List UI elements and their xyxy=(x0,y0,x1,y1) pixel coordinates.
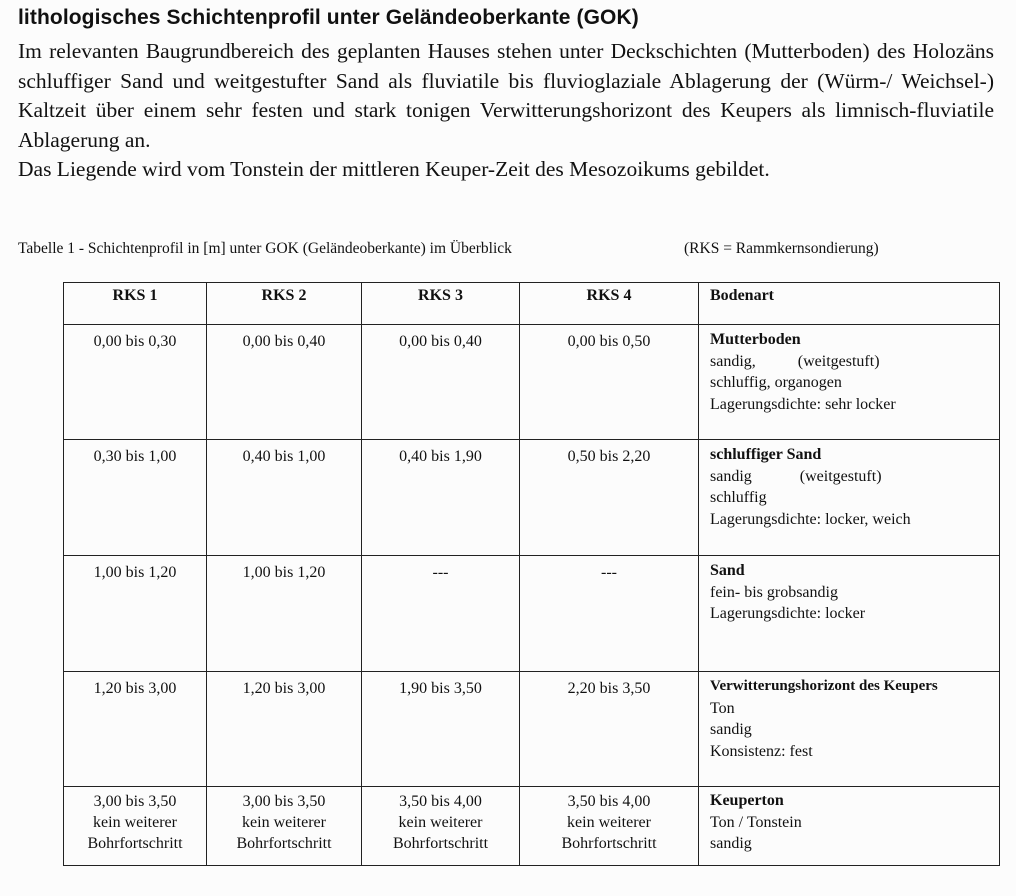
layer-profile-table xyxy=(63,282,1000,866)
depth-range: 3,00 bis 3,50 xyxy=(93,793,177,810)
depth-cell xyxy=(207,787,362,866)
depth-cell: 1,20 bis 3,00 xyxy=(207,672,362,787)
depth-cell: 0,30 bis 1,00 xyxy=(64,440,207,556)
table-header-row xyxy=(64,283,1000,325)
soil-property-part: (weitgestuft) xyxy=(797,352,880,370)
soil-property-part: sandig xyxy=(710,467,752,485)
header-rks-3: RKS 3 xyxy=(362,283,520,325)
depth-cell: 0,00 bis 0,40 xyxy=(207,325,362,440)
intro-paragraph-2: Das Liegende wird vom Tonstein der mittleren Keuper-Zeit des Mesozoikums gebildet. xyxy=(18,157,770,181)
soil-type-cell xyxy=(699,787,1000,866)
depth-cell xyxy=(64,787,207,866)
soil-property: Ton / Tonstein xyxy=(710,813,802,831)
soil-name: Verwitterungshorizont des Keupers xyxy=(710,678,938,694)
table-row xyxy=(64,787,1000,866)
soil-name: Sand xyxy=(710,562,745,579)
depth-note: kein weiterer xyxy=(567,814,651,831)
header-rks-1: RKS 1 xyxy=(64,283,207,325)
soil-property: sandig xyxy=(710,721,752,738)
depth-cell: 1,20 bis 3,00 xyxy=(64,672,207,787)
table-row xyxy=(64,556,1000,672)
soil-type-cell xyxy=(699,440,1000,556)
depth-cell xyxy=(362,787,520,866)
depth-range: 3,50 bis 4,00 xyxy=(399,793,482,810)
depth-note: Bohrfortschritt xyxy=(392,835,489,852)
soil-property: schluffig xyxy=(710,489,767,506)
depth-note: Bohrfortschritt xyxy=(87,835,183,852)
soil-property: fein- bis grobsandig xyxy=(710,583,838,601)
soil-property: sandig xyxy=(710,835,752,852)
depth-cell: --- xyxy=(362,556,520,672)
table-caption xyxy=(18,240,938,258)
intro-paragraph-1: Im relevanten Baugrundbereich des geplanten Hauses stehen unter Deckschichten (Mutterboden) des Holozäns schluffiger Sand und weitgestufter Sand als fluviatile bis fluvioglaziale Ablagerung der (Würm-/ Weichsel-) Kaltzeit über einem sehr festen und stark tonigen Verwitterungshorizont des Keupers als limnisch-fluviatile Ablagerung an. xyxy=(18,39,994,152)
section-heading: lithologisches Schichtenprofil unter Geländeoberkante (GOK) xyxy=(18,6,639,29)
soil-property-part: sandig, xyxy=(710,352,756,370)
soil-property: Lagerungsdichte: locker xyxy=(710,605,866,622)
depth-cell: 0,40 bis 1,00 xyxy=(207,440,362,556)
table-caption-note: (RKS = Rammkernsondierung) xyxy=(684,240,879,257)
table-row xyxy=(64,325,1000,440)
depth-cell: 1,90 bis 3,50 xyxy=(362,672,520,787)
soil-property xyxy=(710,351,999,373)
depth-cell: --- xyxy=(520,556,699,672)
header-bodenart: Bodenart xyxy=(699,283,1000,325)
depth-range: 3,50 bis 4,00 xyxy=(567,793,651,810)
soil-property-part: (weitgestuft) xyxy=(799,467,882,485)
soil-property: schluffig, organogen xyxy=(710,374,842,391)
depth-cell: 0,50 bis 2,20 xyxy=(520,440,699,556)
depth-range: 3,00 bis 3,50 xyxy=(242,793,326,810)
depth-cell: 0,00 bis 0,40 xyxy=(362,325,520,440)
soil-property: Lagerungsdichte: locker, weich xyxy=(710,510,911,528)
depth-note: kein weiterer xyxy=(242,814,326,831)
table-row xyxy=(64,440,1000,556)
soil-name: schluffiger Sand xyxy=(710,446,822,463)
intro-text xyxy=(18,37,994,185)
soil-type-cell xyxy=(699,672,1000,787)
depth-note: kein weiterer xyxy=(93,814,177,831)
soil-property: Konsistenz: fest xyxy=(710,742,813,760)
depth-note: Bohrfortschritt xyxy=(561,835,657,852)
soil-name: Keuperton xyxy=(710,792,784,809)
depth-cell: 1,00 bis 1,20 xyxy=(64,556,207,672)
depth-cell: 2,20 bis 3,50 xyxy=(520,672,699,787)
depth-cell: 0,00 bis 0,50 xyxy=(520,325,699,440)
header-rks-2: RKS 2 xyxy=(207,283,362,325)
table-caption-title: Tabelle 1 - Schichtenprofil in [m] unter GOK (Geländeoberkante) im Überblick xyxy=(18,240,512,257)
depth-cell: 0,00 bis 0,30 xyxy=(64,325,207,440)
soil-property: Ton xyxy=(710,699,735,717)
depth-cell: 1,00 bis 1,20 xyxy=(207,556,362,672)
header-rks-4: RKS 4 xyxy=(520,283,699,325)
soil-type-cell xyxy=(699,556,1000,672)
soil-property xyxy=(710,466,999,488)
depth-note: Bohrfortschritt xyxy=(236,835,332,852)
depth-cell xyxy=(520,787,699,866)
soil-type-cell xyxy=(699,325,1000,440)
table-row xyxy=(64,672,1000,787)
soil-name: Mutterboden xyxy=(710,331,801,348)
depth-cell: 0,40 bis 1,90 xyxy=(362,440,520,556)
soil-property: Lagerungsdichte: sehr locker xyxy=(710,395,896,413)
depth-note: kein weiterer xyxy=(398,814,483,831)
